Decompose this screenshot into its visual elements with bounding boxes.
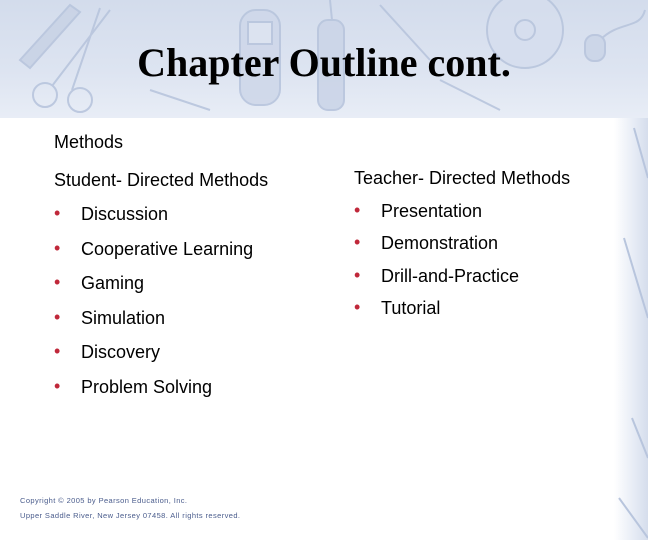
list-item-label: Drill-and-Practice — [381, 265, 520, 286]
list-item-label: Problem Solving — [81, 376, 213, 397]
bullet-icon: • — [54, 272, 61, 293]
list-item-label: Gaming — [81, 273, 145, 294]
list-item — [54, 341, 253, 376]
list-item — [54, 272, 253, 307]
header-band — [0, 0, 648, 118]
slide-title: Chapter Outline cont. — [137, 40, 511, 85]
list-item — [54, 307, 253, 342]
bullet-icon: • — [54, 375, 61, 396]
right-bullet-list — [354, 200, 519, 329]
bullet-icon: • — [54, 341, 61, 362]
list-item — [354, 297, 519, 329]
bullet-icon: • — [354, 296, 361, 317]
left-bullet-list — [54, 203, 253, 411]
bullet-icon: • — [354, 264, 361, 285]
section-subtitle: Methods — [54, 132, 124, 152]
list-item — [354, 265, 519, 297]
list-item-label: Tutorial — [381, 297, 441, 318]
bullet-icon: • — [54, 203, 61, 223]
list-item — [54, 203, 253, 238]
address-line: Upper Saddle River, New Jersey 07458. All rights reserved. — [20, 511, 241, 520]
list-item-label: Simulation — [81, 307, 166, 328]
bullet-icon: • — [354, 232, 361, 253]
left-column-heading: Student- Directed Methods — [54, 170, 269, 190]
list-item-label: Discovery — [81, 342, 161, 363]
list-item-label: Discussion — [81, 204, 169, 224]
list-item-label: Demonstration — [381, 233, 499, 254]
list-item-label: Presentation — [381, 201, 483, 221]
list-item — [354, 200, 519, 232]
right-band-illustration — [614, 118, 648, 540]
bullet-icon: • — [54, 237, 61, 258]
bullet-icon: • — [54, 306, 61, 327]
list-item — [54, 376, 253, 411]
right-column-heading: Teacher- Directed Methods — [354, 168, 571, 188]
list-item — [54, 238, 253, 273]
list-item — [354, 232, 519, 264]
bullet-icon: • — [354, 200, 361, 220]
copyright-line: Copyright © 2005 by Pearson Education, Inc. — [20, 496, 188, 505]
right-decorative-band — [614, 118, 648, 540]
list-item-label: Cooperative Learning — [81, 238, 254, 259]
